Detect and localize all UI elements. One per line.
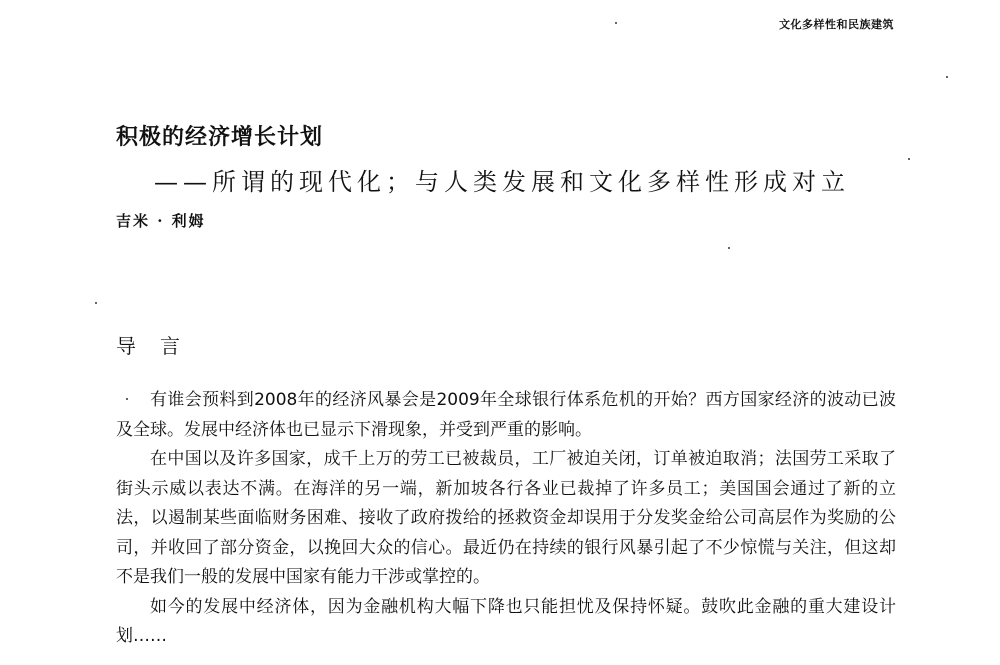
body-text bbox=[116, 386, 896, 652]
scan-speck bbox=[615, 22, 617, 24]
paragraph: 有谁会预料到2008年的经济风暴会是2009年全球银行体系危机的开始？西方国家经济的波动已波及全球。发展中经济体也已显示下滑现象，并受到严重的影响。 bbox=[116, 390, 896, 440]
scan-speck bbox=[126, 398, 128, 400]
scan-speck bbox=[908, 158, 910, 160]
section-heading: 导言 bbox=[116, 334, 204, 358]
scan-speck bbox=[946, 76, 948, 78]
article-subtitle: ——所谓的现代化；与人类发展和文化多样性形成对立 bbox=[154, 168, 850, 196]
author-name: 吉米 · 利姆 bbox=[116, 212, 206, 230]
paragraph: 在中国以及许多国家，成千上万的劳工已被裁员，工厂被迫关闭，订单被迫取消；法国劳工采取了街头示威以表达不满。在海洋的另一端，新加坡各行各业已裁掉了许多员工；美国国会通过了新的立法，以遏制某些面临财务困难、接收了政府拨给的拯救资金却误用于分发奖金给公司高层作为奖励的公司，并收回了部分资金，以挽回大众的信心。最近仍在持续的银行风暴引起了不少惊慌与关注，但这却不是我们一般的发展中国家有能力干涉或掌控的。 bbox=[116, 449, 896, 587]
article-title: 积极的经济增长计划 bbox=[116, 125, 324, 150]
paragraph: 如今的发展中经济体，因为金融机构大幅下降也只能担忧及保持怀疑。鼓吹此金融的重大建设计划…… bbox=[116, 596, 896, 646]
scan-speck bbox=[728, 247, 730, 249]
running-head: 文化多样性和民族建筑 bbox=[779, 18, 894, 31]
scan-speck bbox=[95, 302, 97, 304]
